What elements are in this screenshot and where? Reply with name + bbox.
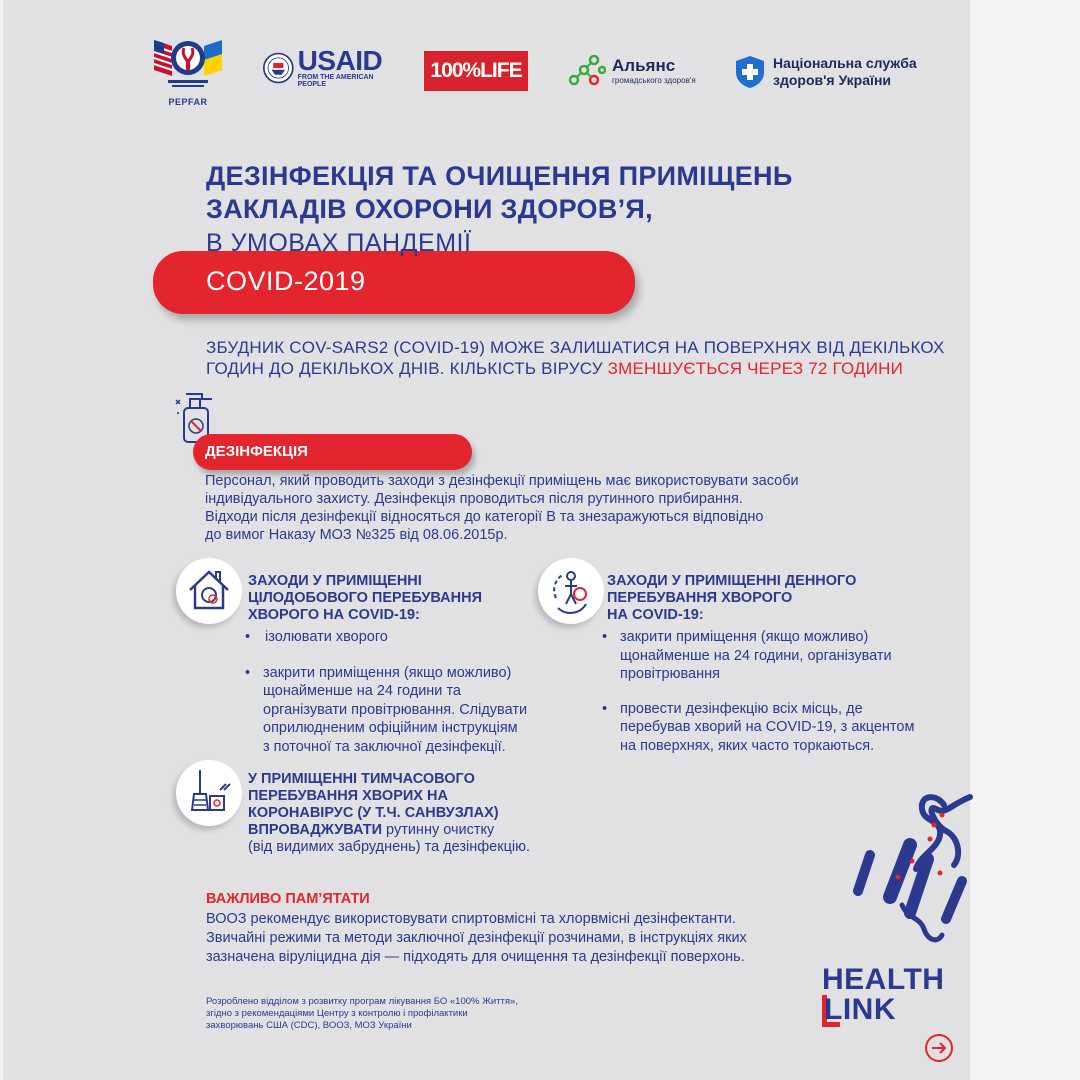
alliance-name: Альянс [612, 55, 676, 75]
section3-head-line2: ПЕРЕБУВАННЯ ХВОРИХ НА [248, 788, 448, 804]
house-icon-circle [176, 558, 242, 624]
section2-item1-line3: провітрювання [620, 666, 720, 682]
cleaning-tools-icon [176, 760, 242, 826]
page-title-line1: ДЕЗІНФЕКЦІЯ ТА ОЧИЩЕННЯ ПРИМІЩЕНЬ [206, 161, 793, 191]
arrow-right-icon [927, 1036, 951, 1060]
page-subtitle: В УМОВАХ ПАНДЕМІЇ [206, 229, 472, 257]
usaid-seal-icon [263, 50, 294, 86]
section1-head-line2: ЦІЛОДОБОВОГО ПЕРЕБУВАННЯ [248, 590, 483, 606]
disinfection-line1: Персонал, який проводить заходи з дезінфекції приміщень має використовувати засоби [205, 473, 799, 489]
section1-item1: ізолювати хворого [265, 629, 388, 645]
important-line1: ВООЗ рекомендує використовувати спиртовмісні та хлорвмісні дезінфектанти. [206, 911, 736, 927]
section3-head-line3: КОРОНАВІРУС (У Т.Ч. САНВУЗЛАХ) [248, 805, 499, 821]
person-icon-circle [538, 558, 604, 624]
alliance-logo [568, 50, 698, 90]
list-item [245, 664, 527, 757]
section1-head-line1: ЗАХОДИ У ПРИМІЩЕННІ [248, 573, 422, 589]
section2-head-line2: ПЕРЕБУВАННЯ ХВОРОГО [607, 590, 793, 606]
important-line2: Звичайні режими та методи заключної дезінфекції розчинами, в інструкціях яких [206, 930, 747, 946]
footer-line1: Розроблено відділом з розвитку програм лікування БО «100% Життя», [206, 996, 518, 1007]
intro-line1: ЗБУДНИК COV-SARS2 (COVID-19) МОЖЕ ЗАЛИШАТИСЯ НА ПОВЕРХНЯХ ВІД ДЕКІЛЬКОХ [206, 338, 945, 357]
section3-head-line1: У ПРИМІЩЕННІ ТИМЧАСОВОГО [248, 771, 475, 787]
disinfection-label: ДЕЗІНФЕКЦІЯ [205, 443, 308, 460]
footer-line3: захворювань США (CDC), ВООЗ, МОЗ України [206, 1020, 412, 1031]
section2-item1-line2: щонайменше на 24 години, організувати [620, 647, 892, 664]
intro-line2-normal: ГОДИН ДО ДЕКІЛЬКОХ ДНІВ. КІЛЬКІСТЬ ВІРУСУ [206, 359, 608, 378]
section1-item2-line2: щонайменше на 24 години та [263, 683, 461, 699]
intro-text [206, 337, 945, 379]
footer-credits [206, 996, 518, 1032]
section1-item2-line3: організувати провітрювання. Слідувати [263, 701, 528, 718]
section1-head-line3: ХВОРОГО НА COVID-19: [248, 607, 420, 623]
section3-heading [248, 771, 530, 856]
important-text [206, 910, 747, 967]
section2-item2-line2: перебував хворий на COVID-19, з акцентом [620, 719, 915, 735]
usaid-logo [263, 45, 388, 88]
alliance-molecule-icon [568, 52, 606, 88]
left-strip [0, 0, 3, 1080]
usaid-wordmark: USAID [297, 45, 383, 76]
healthlink-logo [822, 963, 945, 1029]
section3-head-line4 [248, 822, 530, 839]
usaid-tagline: FROM THE AMERICAN PEOPLE [297, 74, 374, 88]
section2-list [602, 628, 914, 755]
section2-item2-line3: на поверхнях, яких часто торкаються. [620, 737, 875, 754]
section1-list [245, 628, 527, 756]
section3-action-normal: рутинну очистку [382, 822, 495, 838]
section2-item2-line1: • провести дезінфекцію всіх місць, де [620, 700, 863, 717]
section3-action-bold: ВПРОВАДЖУВАТИ [248, 822, 383, 838]
cleaning-icon-circle [176, 760, 242, 826]
disinfection-line4: до вимог Наказу МОЗ №325 від 08.06.2015р. [205, 527, 508, 543]
section1-item2-line5: з поточної та заключної дезінфекції. [263, 738, 506, 755]
list-item [602, 628, 914, 684]
pepfar-logo [150, 32, 226, 107]
footer-line2: згідно з рекомендаціями Центру з контролю і профілактики [206, 1008, 468, 1019]
disinfection-text [205, 472, 799, 544]
bacteria-icon [850, 785, 975, 955]
intro-highlight: ЗМЕНШУЄТЬСЯ ЧЕРЕЗ 72 ГОДИНИ [607, 359, 904, 378]
right-strip [970, 0, 1080, 1080]
page-title-line2: ЗАКЛАДІВ ОХОРОНИ ЗДОРОВ’Я, [206, 194, 653, 224]
list-item [245, 628, 527, 647]
nszu-shield-icon [735, 55, 765, 89]
list-item [602, 700, 914, 756]
healthlink-line2-wrap [822, 995, 922, 1029]
section1-heading [248, 573, 482, 624]
pepfar-label: PEPFAR [168, 97, 208, 107]
important-line3: зазначена віруліцидна дія — підходять для очищення та дезінфекції поверхонь. [206, 949, 745, 965]
next-arrow-button[interactable] [925, 1034, 953, 1062]
house-virus-icon [176, 558, 242, 624]
covid-label: COVID-2019 [206, 266, 366, 296]
person-virus-icon [538, 558, 604, 624]
disinfection-line2: індивідуального захисту. Дезінфекція проводиться після рутинного прибирання. [205, 491, 743, 507]
healthlink-line1: HEALTH [822, 963, 945, 996]
section1-item2-line1: • закрити приміщення (якщо можливо) [263, 664, 512, 681]
section2-heading [607, 573, 856, 624]
pepfar-emblem-icon [150, 32, 226, 90]
intro-line2 [206, 358, 945, 379]
important-heading: ВАЖЛИВО ПАМ’ЯТАТИ [206, 891, 370, 907]
alliance-sub: громадського здоров'я [612, 75, 696, 85]
healthlink-line2: LINK [824, 993, 896, 1026]
nszu-logo [735, 52, 935, 92]
section2-head-line3: НА COVID-19: [607, 607, 704, 623]
disinfection-line3: Відходи після дезінфекції відносяться до категорії В та знезаражуються відповідно [205, 509, 764, 525]
section3-line5: (від видимих забруднень) та дезінфекцію. [248, 839, 531, 855]
nszu-line2: здоров'я України [773, 72, 892, 88]
section2-head-line1: ЗАХОДИ У ПРИМІЩЕННІ ДЕННОГО [607, 573, 857, 589]
life-logo: 100%LIFE [424, 51, 528, 91]
nszu-line1: Національна служба [773, 55, 917, 71]
section2-item1-line1: • закрити приміщення (якщо можливо) [620, 629, 869, 645]
section1-item2-line4: оприлюдненим офіційним інструкціям [263, 720, 518, 736]
